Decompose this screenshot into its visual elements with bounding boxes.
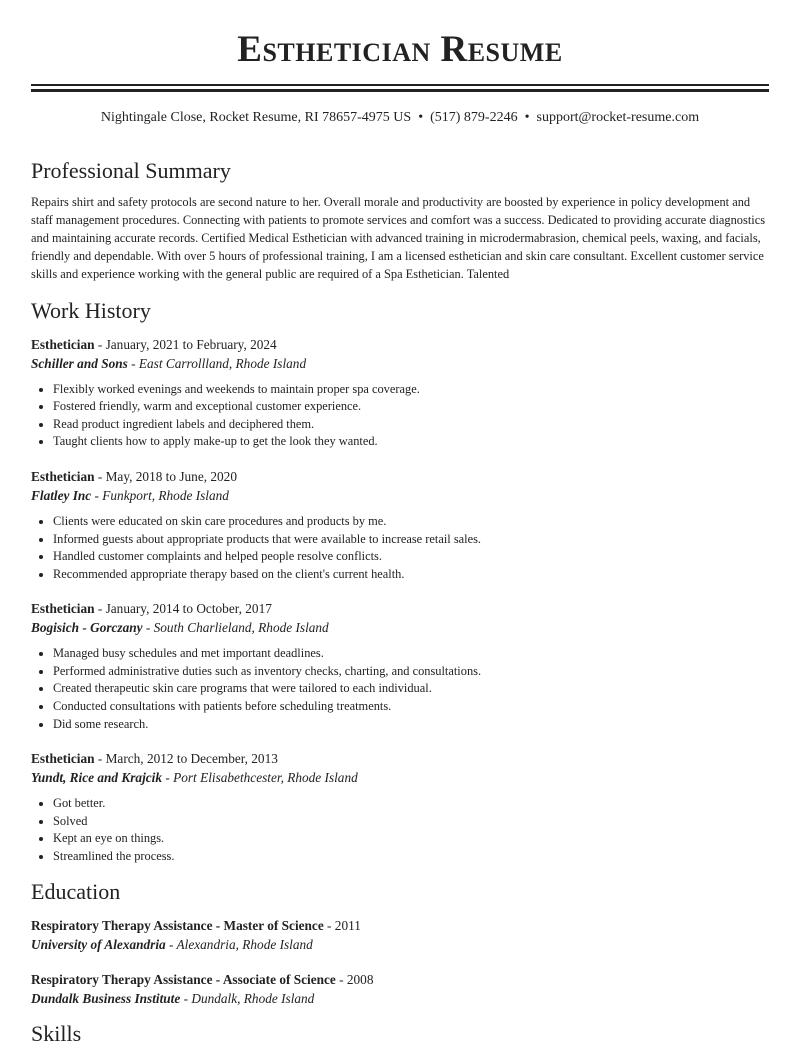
job-company-line xyxy=(31,354,769,373)
job-title-line xyxy=(31,599,769,618)
job-duty: • Conducted consultations with patients before scheduling treatments. xyxy=(53,698,769,716)
title-divider xyxy=(31,84,769,92)
job-company: Flatley Inc xyxy=(31,487,92,503)
job-location: - Port Elisabethcester, Rhode Island xyxy=(162,770,358,786)
job-entry xyxy=(31,749,769,865)
job-duty: • Fostered friendly, warm and exceptional customer experience. xyxy=(53,398,769,416)
school-name: Dundalk Business Institute xyxy=(31,990,181,1006)
job-entry xyxy=(31,335,769,451)
work-history-section xyxy=(31,297,769,866)
job-title: Esthetician xyxy=(31,468,95,484)
job-title: Esthetician xyxy=(31,336,95,352)
job-duty: • Handled customer complaints and helped people resolve conflicts. xyxy=(53,548,769,566)
degree-line xyxy=(31,970,769,989)
school-location: - Alexandria, Rhode Island xyxy=(165,936,313,952)
contact-phone: (517) 879-2246 xyxy=(430,110,518,125)
contact-separator: • xyxy=(418,110,424,125)
job-duty: • Read product ingredient labels and deciphered them. xyxy=(53,416,769,434)
job-title: Esthetician xyxy=(31,751,95,767)
education-section xyxy=(31,878,769,1008)
job-duty: • Managed busy schedules and met important deadlines. xyxy=(53,645,769,663)
summary-section xyxy=(31,157,769,284)
skills-heading: Skills xyxy=(31,1020,82,1046)
degree-line xyxy=(31,916,769,935)
job-duty: • Flexibly worked evenings and weekends to maintain proper spa coverage. xyxy=(53,381,769,399)
job-dates: - May, 2018 to June, 2020 xyxy=(94,468,237,484)
job-duty: • Taught clients how to apply make-up to get the look they wanted. xyxy=(53,433,769,451)
school-name: University of Alexandria xyxy=(31,936,166,952)
job-duty: • Kept an eye on things. xyxy=(53,830,769,848)
school-location: - Dundalk, Rhode Island xyxy=(180,990,315,1006)
job-duty: • Created therapeutic skin care programs that were tailored to each individual. xyxy=(53,680,769,698)
degree: Respiratory Therapy Assistance - Master of Science xyxy=(31,917,324,933)
job-duty: • Did some research. xyxy=(53,716,769,734)
job-company: Schiller and Sons xyxy=(31,355,128,371)
job-location: - Funkport, Rhode Island xyxy=(91,487,229,503)
job-dates: - January, 2021 to February, 2024 xyxy=(94,336,277,352)
skills-section xyxy=(31,1020,769,1048)
work-history-heading: Work History xyxy=(31,297,151,323)
job-location: - South Charlieland, Rhode Island xyxy=(142,620,329,636)
job-dates: - March, 2012 to December, 2013 xyxy=(94,751,278,767)
job-location: - East Carrollland, Rhode Island xyxy=(127,355,307,371)
job-company: Bogisich - Gorczany xyxy=(31,620,143,636)
job-company: Yundt, Rice and Krajcik xyxy=(31,770,163,786)
summary-text: Repairs shirt and safety protocols are second nature to her. Overall morale and productivity are boosted by experience in policy development and staff management procedures. Connecting with patients to promote services and comfort was a success. Dedicated to providing accurate diagnostics and maintaining accurate records. Certified Medical Esthetician with advanced training in microdermabrasion, chemical peels, waxing, and facials, friendly and dependable. With over 5 hours of professional training, I am a licensed esthetician and skin care consultant. Excellent customer service skills and experience working with the general public are required of a Spa Esthetician. Talented xyxy=(31,195,766,281)
job-duties-list xyxy=(31,795,769,865)
job-duties-list xyxy=(31,381,769,451)
contact-email: support@rocket-resume.com xyxy=(536,110,700,125)
job-entry xyxy=(31,467,769,583)
job-duties-list xyxy=(31,645,769,733)
job-company-line xyxy=(31,486,769,505)
job-title: Esthetician xyxy=(31,601,95,617)
job-company-line xyxy=(31,618,769,637)
degree: Respiratory Therapy Assistance - Associate of Science xyxy=(31,971,336,987)
summary-heading: Professional Summary xyxy=(31,158,231,183)
education-entry xyxy=(31,970,769,1008)
job-duty: • Recommended appropriate therapy based on the client's current health. xyxy=(53,566,769,584)
job-duty: • Performed administrative duties such as inventory checks, charting, and consultations. xyxy=(53,663,769,681)
resume-title: Esthetician Resume xyxy=(237,29,563,70)
education-entry xyxy=(31,916,769,954)
job-duties-list xyxy=(31,513,769,583)
education-heading: Education xyxy=(31,878,121,904)
job-duty: • Informed guests about appropriate products that were available to increase retail sales. xyxy=(53,531,769,549)
job-duty: • Clients were educated on skin care procedures and products by me. xyxy=(53,513,769,531)
job-title-line xyxy=(31,467,769,486)
contact-separator: • xyxy=(524,110,530,125)
job-duty: • Got better. xyxy=(53,795,769,813)
graduation-year: - 2011 xyxy=(323,917,361,933)
job-title-line xyxy=(31,335,769,354)
job-dates: - January, 2014 to October, 2017 xyxy=(94,601,272,617)
job-title-line xyxy=(31,749,769,768)
job-duty: • Streamlined the process. xyxy=(53,848,769,866)
contact-line xyxy=(31,109,769,127)
school-line xyxy=(31,989,769,1008)
contact-address: Nightingale Close, Rocket Resume, RI 78657-4975 US xyxy=(100,110,412,125)
job-duty: • Solved xyxy=(53,813,769,831)
graduation-year: - 2008 xyxy=(335,971,374,987)
job-entry xyxy=(31,599,769,733)
job-company-line xyxy=(31,768,769,787)
school-line xyxy=(31,935,769,954)
